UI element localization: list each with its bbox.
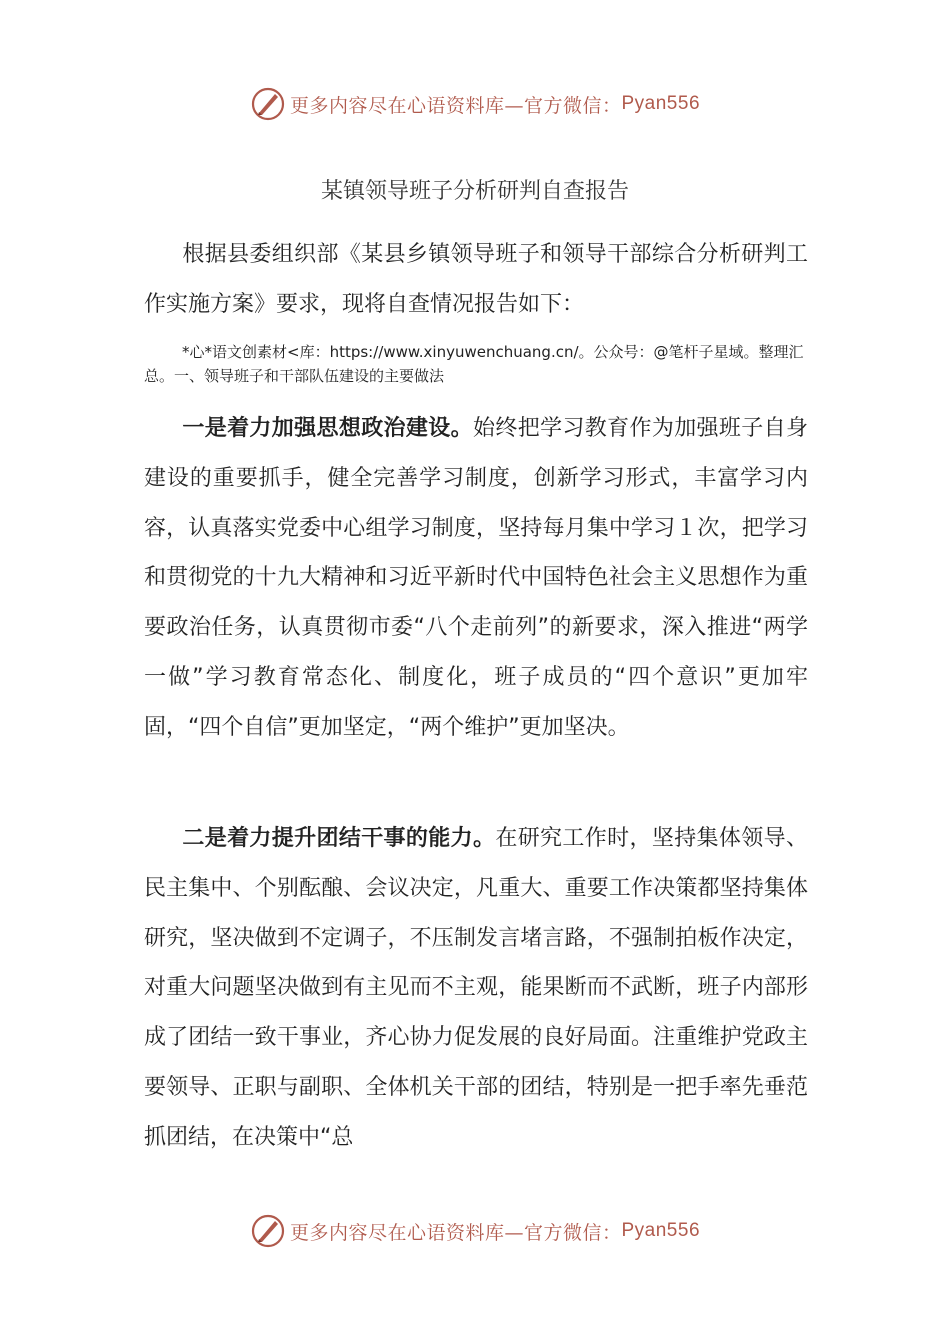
footer-banner bbox=[0, 1211, 950, 1251]
banner-wechat-id: Pyan556 bbox=[621, 93, 701, 114]
intro-paragraph bbox=[144, 230, 808, 330]
banner-text: 更多内容尽在心语资料库—官方微信： bbox=[289, 1221, 622, 1244]
source-note-text: *心*语文创素材<库：https://www.xinyuwenchuang.cn/。公众号：@笔杆子星域。整理汇总。一、领导班子和干部队伍建设的主要做法 bbox=[144, 343, 804, 385]
banner-wechat-id: Pyan556 bbox=[621, 1220, 701, 1241]
paragraph-1 bbox=[144, 404, 808, 753]
paragraph-1-body: 始终把学习教育作为加强班子自身建设的重要抓手，健全完善学习制度，创新学习形式，丰富学习内容，认真落实党委中心组学习制度，坚持每月集中学习１次，把学习和贯彻党的十九大精神和习近平新时代中国特色社会主义思想作为重要政治任务，认真贯彻市委“八个走前列”的新要求，深入推进“两学一做”学习教育常态化、制度化，班子成员的“四个意识”更加牢固，“四个自信”更加坚定，“两个维护”更加坚决。 bbox=[144, 416, 808, 740]
paragraph-2-body: 在研究工作时，坚持集体领导、民主集中、个别酝酿、会议决定，凡重大、重要工作决策都坚持集体研究，坚决做到不定调子，不压制发言堵言路，不强制拍板作决定，对重大问题坚决做到有主见而不主观，能果断而不武断，班子内部形成了团结一致干事业，齐心协力促发展的良好局面。注重维护党政主要领导、正职与副职、全体机关干部的团结，特别是一把手率先垂范抓团结，在决策中“总 bbox=[144, 826, 808, 1150]
paragraph-1-heading: 一是着力加强思想政治建设。 bbox=[182, 416, 473, 441]
paragraph-2 bbox=[144, 814, 808, 1163]
source-note bbox=[144, 340, 808, 388]
document-title: 某镇领导班子分析研判自查报告 bbox=[320, 179, 629, 204]
intro-text: 根据县委组织部《某县乡镇领导班子和领导干部综合分析研判工作实施方案》要求，现将自查情况报告如下： bbox=[144, 242, 808, 317]
banner-text: 更多内容尽在心语资料库—官方微信： bbox=[289, 94, 622, 117]
quill-pen-logo-icon bbox=[250, 86, 286, 122]
header-banner bbox=[0, 84, 950, 124]
quill-pen-logo-icon bbox=[250, 1213, 286, 1249]
paragraph-2-heading: 二是着力提升团结干事的能力。 bbox=[182, 826, 496, 851]
